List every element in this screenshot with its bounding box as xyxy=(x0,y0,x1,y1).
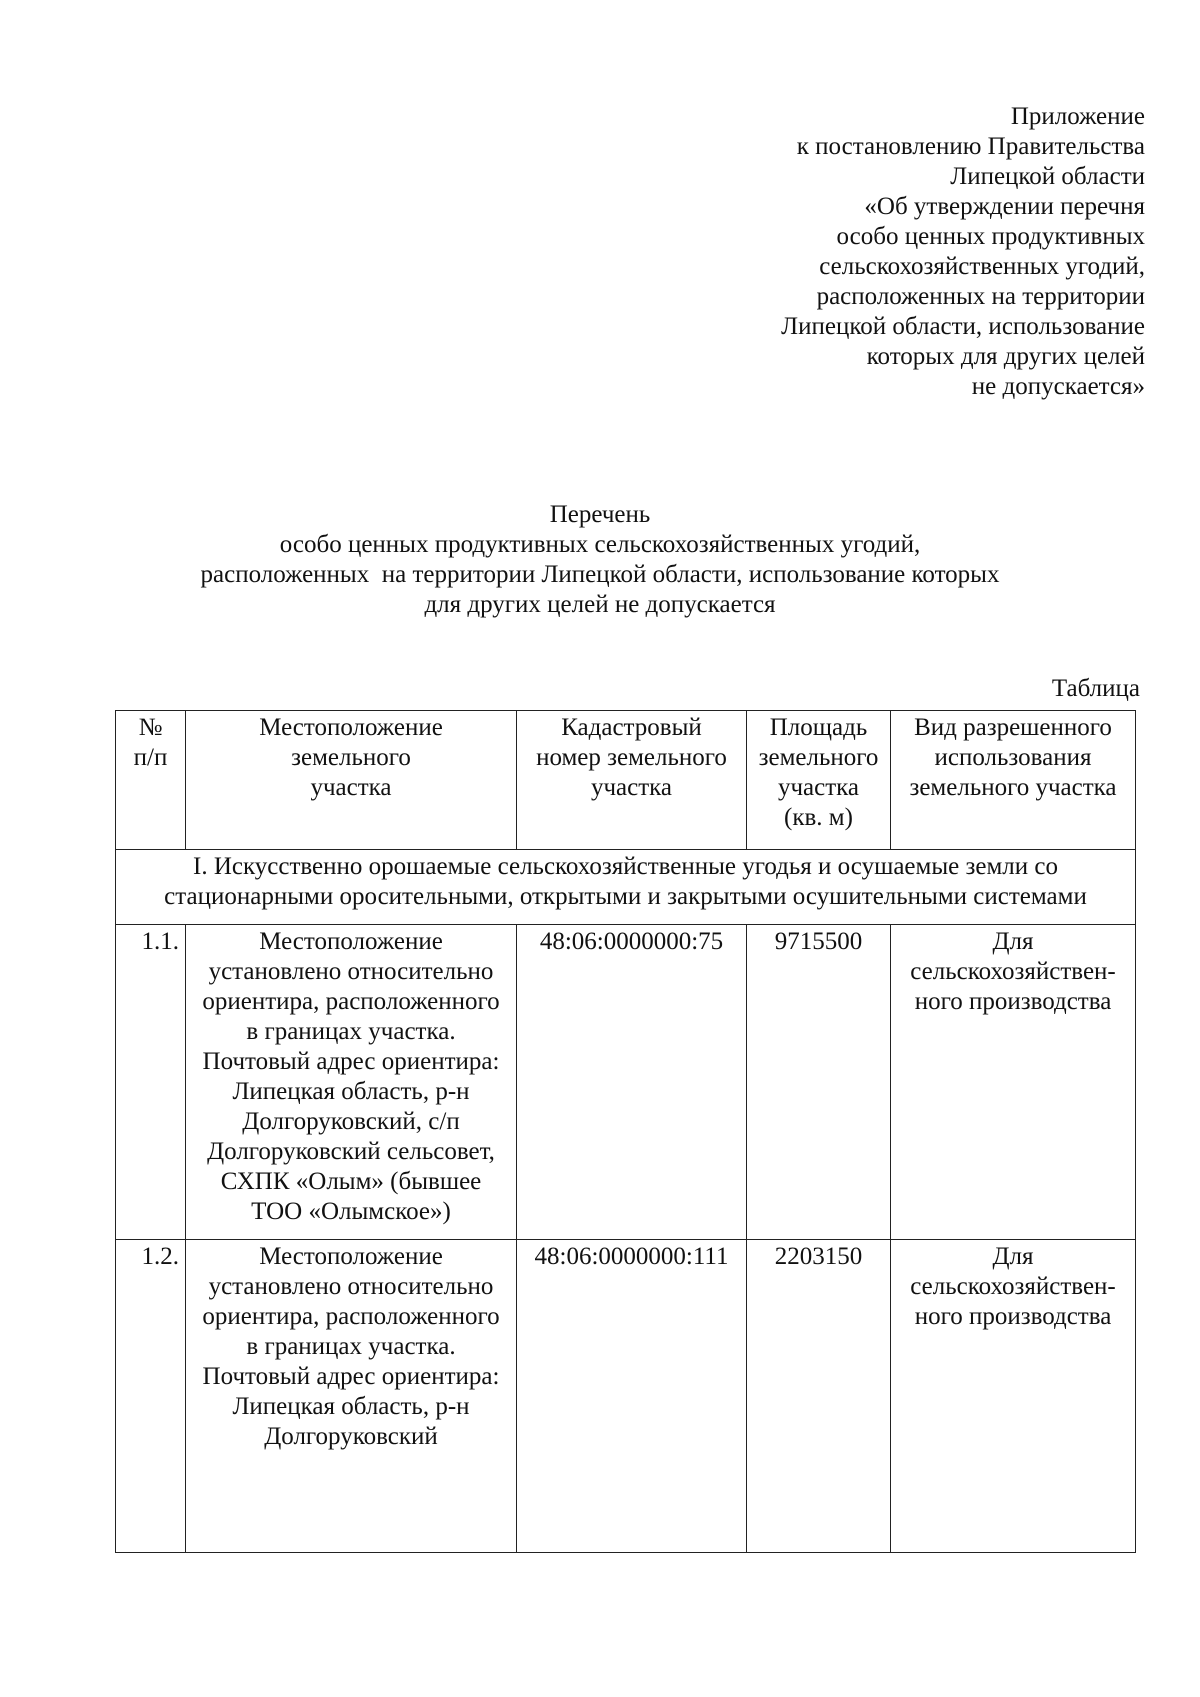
use-line: Для xyxy=(992,928,1034,955)
header-line: земельного xyxy=(758,744,879,771)
row-location xyxy=(186,1240,517,1553)
location-line: Местоположение xyxy=(259,1243,443,1270)
location-line: ТОО «Олымское») xyxy=(251,1198,451,1225)
table-row xyxy=(116,1240,1136,1553)
header-use xyxy=(891,711,1136,850)
section-row xyxy=(116,850,1136,925)
row-permitted-use xyxy=(891,925,1136,1240)
location-line: в границах участка. xyxy=(246,1333,456,1360)
header-line: Площадь xyxy=(769,714,868,741)
header-line: участка xyxy=(590,774,673,801)
title-line: Перечень xyxy=(549,501,651,528)
header-line: Кадастровый xyxy=(561,714,702,741)
location-line: установлено относительно xyxy=(208,958,494,985)
header-area xyxy=(747,711,891,850)
header-line: Местоположение xyxy=(259,714,443,741)
header-line: (кв. м) xyxy=(784,804,853,831)
header-line: п/п xyxy=(133,744,168,771)
location-line: Местоположение xyxy=(259,928,443,955)
header-line: номер земельного xyxy=(536,744,727,771)
header-number xyxy=(116,711,186,850)
row-cadastral-number: 48:06:0000000:75 xyxy=(517,925,747,1240)
use-line: сельскохозяйствен- xyxy=(910,1273,1116,1300)
table-header-row xyxy=(116,711,1136,850)
row-area: 9715500 xyxy=(747,925,891,1240)
appendix-line: «Об утверждении перечня xyxy=(864,193,1145,220)
appendix-line: Приложение xyxy=(1010,103,1145,130)
row-area: 2203150 xyxy=(747,1240,891,1553)
document-title xyxy=(0,500,1200,620)
location-line: СХПК «Олым» (бывшее xyxy=(220,1168,482,1195)
location-line: Липецкая область, р-н xyxy=(232,1393,470,1420)
title-line: для других целей не допускается xyxy=(424,591,776,618)
header-line: Вид разрешенного xyxy=(914,714,1112,741)
row-number: 1.2. xyxy=(116,1240,186,1553)
use-line: Для xyxy=(992,1243,1034,1270)
header-line: земельного xyxy=(291,744,411,771)
location-line: Почтовый адрес ориентира: xyxy=(202,1363,500,1390)
header-line: использования xyxy=(934,744,1092,771)
use-line: сельскохозяйствен- xyxy=(910,958,1116,985)
location-line: Липецкая область, р-н xyxy=(232,1078,470,1105)
location-line: Почтовый адрес ориентира: xyxy=(202,1048,500,1075)
appendix-line: расположенных на территории xyxy=(816,283,1145,310)
row-number: 1.1. xyxy=(116,925,186,1240)
appendix-line: которых для других целей xyxy=(866,343,1145,370)
location-line: Долгоруковский xyxy=(264,1423,438,1450)
location-line: в границах участка. xyxy=(246,1018,456,1045)
use-line: ного производства xyxy=(914,988,1112,1015)
appendix-line: сельскохозяйственных угодий, xyxy=(819,253,1145,280)
location-line: установлено относительно xyxy=(208,1273,494,1300)
header-line: земельного участка xyxy=(909,774,1117,801)
title-line: особо ценных продуктивных сельскохозяйственных угодий, xyxy=(279,531,921,558)
row-permitted-use xyxy=(891,1240,1136,1553)
section-line: I. Искусственно орошаемые сельскохозяйственные угодья и осушаемые земли со xyxy=(193,853,1058,880)
location-line: ориентира, расположенного xyxy=(202,988,500,1015)
appendix-line: не допускается» xyxy=(971,373,1145,400)
header-cadastral xyxy=(517,711,747,850)
section-heading xyxy=(116,850,1136,925)
row-cadastral-number: 48:06:0000000:111 xyxy=(517,1240,747,1553)
header-location xyxy=(186,711,517,850)
location-line: Долгоруковский, с/п xyxy=(242,1108,460,1135)
appendix-line: Липецкой области, использование xyxy=(781,313,1145,340)
header-line: участка xyxy=(310,774,392,801)
section-line: стационарными оросительными, открытыми и закрытыми осушительными системами xyxy=(164,883,1087,910)
appendix-line: особо ценных продуктивных xyxy=(836,223,1145,250)
header-line: № xyxy=(138,714,163,741)
header-line: участка xyxy=(777,774,860,801)
title-line: расположенных на территории Липецкой области, использование которых xyxy=(200,561,1000,588)
location-line: Долгоруковский сельсовет, xyxy=(207,1138,495,1165)
appendix-block xyxy=(545,102,1145,402)
use-line: ного производства xyxy=(914,1303,1112,1330)
appendix-line: к постановлению Правительства xyxy=(796,133,1145,160)
location-line: ориентира, расположенного xyxy=(202,1303,500,1330)
land-table xyxy=(115,710,1136,1553)
table-row xyxy=(116,925,1136,1240)
table-caption: Таблица xyxy=(1051,675,1140,702)
row-location xyxy=(186,925,517,1240)
appendix-line: Липецкой области xyxy=(950,163,1145,190)
